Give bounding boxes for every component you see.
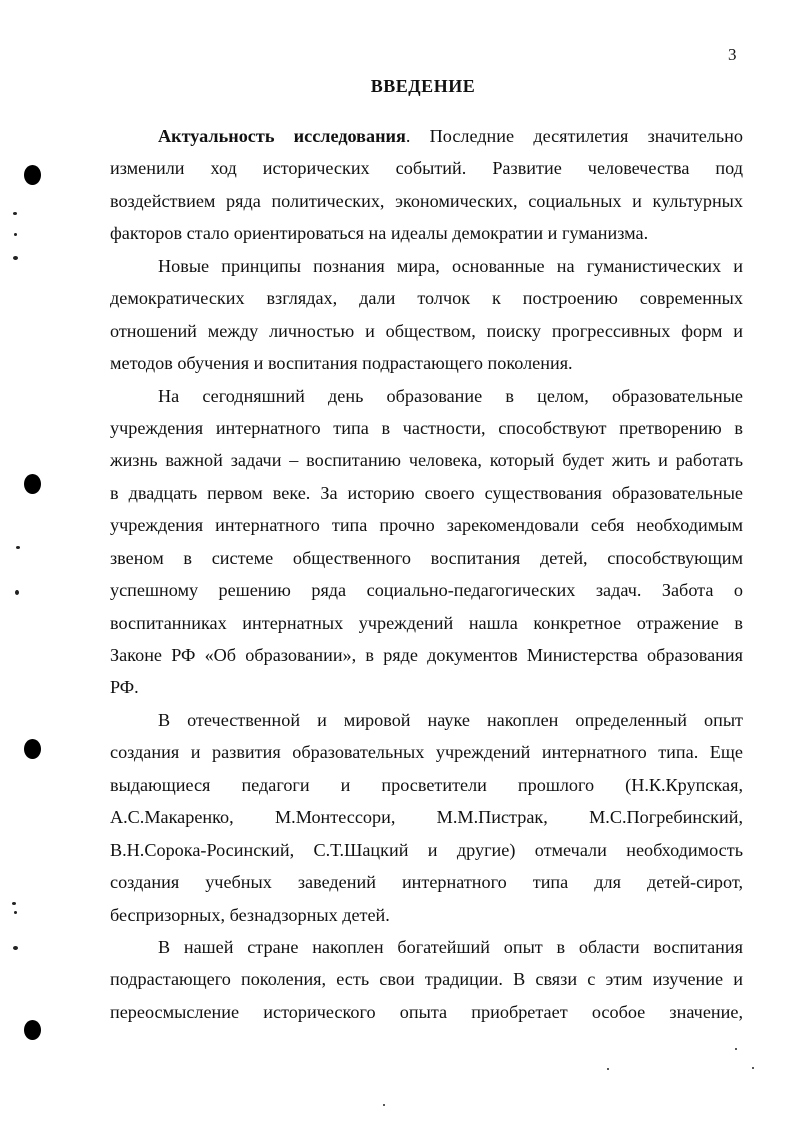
text-line: звеном в системе общественного воспитания детей, способствующим xyxy=(110,547,743,568)
scan-speck xyxy=(16,546,20,549)
scan-speck xyxy=(607,1068,609,1070)
section-heading: ВВЕДЕНИЕ xyxy=(370,76,476,96)
lead-rest: . Последние десятилетия значительно xyxy=(405,126,743,146)
text-line: учреждения интернатного типа прочно зарекомендовали себя необходимым xyxy=(110,515,743,536)
body-text xyxy=(110,120,743,1028)
text-line: подрастающего поколения, есть свои традиции. В связи с этим изучение и xyxy=(110,969,743,990)
text-line: успешному решению ряда социально-педагогических задач. Забота о xyxy=(110,580,743,601)
scan-speck xyxy=(15,590,19,595)
text-line: факторов стало ориентироваться на идеалы демократии и гуманизма. xyxy=(110,223,649,244)
text-line: отношений между личностью и обществом, поиску прогрессивных форм и xyxy=(110,320,743,341)
text-line: создания и развития образовательных учреждений интернатного типа. Еще xyxy=(110,742,743,763)
scan-speck xyxy=(13,946,18,950)
text-line xyxy=(110,120,743,152)
scan-speck xyxy=(735,1048,737,1050)
scan-speck xyxy=(383,1104,385,1106)
text-line: Новые принципы познания мира, основанные на гуманистических и xyxy=(158,255,743,276)
lead-bold-phrase: Актуальность исследования xyxy=(158,126,406,146)
text-line: демократических взглядах, дали толчок к построению современных xyxy=(110,288,743,309)
text-line: воздействием ряда политических, экономических, социальных и культурных xyxy=(110,190,743,211)
text-line: Законе РФ «Об образовании», в ряде документов Министерства образования xyxy=(110,645,743,665)
scan-speck xyxy=(13,212,17,215)
text-line: РФ. xyxy=(110,677,139,698)
text-line: в двадцать первом веке. За историю своего существования образовательные xyxy=(110,482,743,503)
scan-speck xyxy=(13,256,18,260)
punch-hole xyxy=(24,1020,41,1040)
page-number: 3 xyxy=(728,45,737,64)
punch-hole xyxy=(24,739,41,759)
text-line: В отечественной и мировой науке накоплен определенный опыт xyxy=(158,709,743,730)
scan-speck xyxy=(752,1067,754,1069)
text-line: выдающиеся педагоги и просветители прошлого (Н.К.Крупская, xyxy=(110,774,743,795)
text-line: В нашей стране накоплен богатейший опыт в области воспитания xyxy=(158,936,743,957)
scan-speck xyxy=(14,233,17,236)
text-line: беспризорных, безнадзорных детей. xyxy=(110,904,390,925)
text-line: жизнь важной задачи – воспитанию человека, который будет жить и работать xyxy=(110,450,743,471)
text-line: методов обучения и воспитания подрастающего поколения. xyxy=(110,353,573,374)
text-line: учреждения интернатного типа в частности, способствуют претворению в xyxy=(110,417,743,438)
text-line: переосмысление исторического опыта приобретает особое значение, xyxy=(110,1001,743,1022)
text-line: изменили ход исторических событий. Развитие человечества под xyxy=(110,158,743,179)
punch-hole xyxy=(24,165,41,185)
scan-speck xyxy=(14,911,17,914)
text-line: А.С.Макаренко, М.Монтессори, М.М.Пистрак, М.С.Погребинский, xyxy=(110,807,743,828)
text-line: воспитанниках интернатных учреждений нашла конкретное отражение в xyxy=(110,612,743,633)
text-line: создания учебных заведений интернатного типа для детей-сирот, xyxy=(110,872,743,893)
punch-hole xyxy=(24,474,41,494)
scan-speck xyxy=(12,902,16,905)
text-line: В.Н.Сорока-Росинский, С.Т.Шацкий и другие) отмечали необходимость xyxy=(110,839,743,860)
text-line: На сегодняшний день образование в целом, образовательные xyxy=(158,385,743,406)
